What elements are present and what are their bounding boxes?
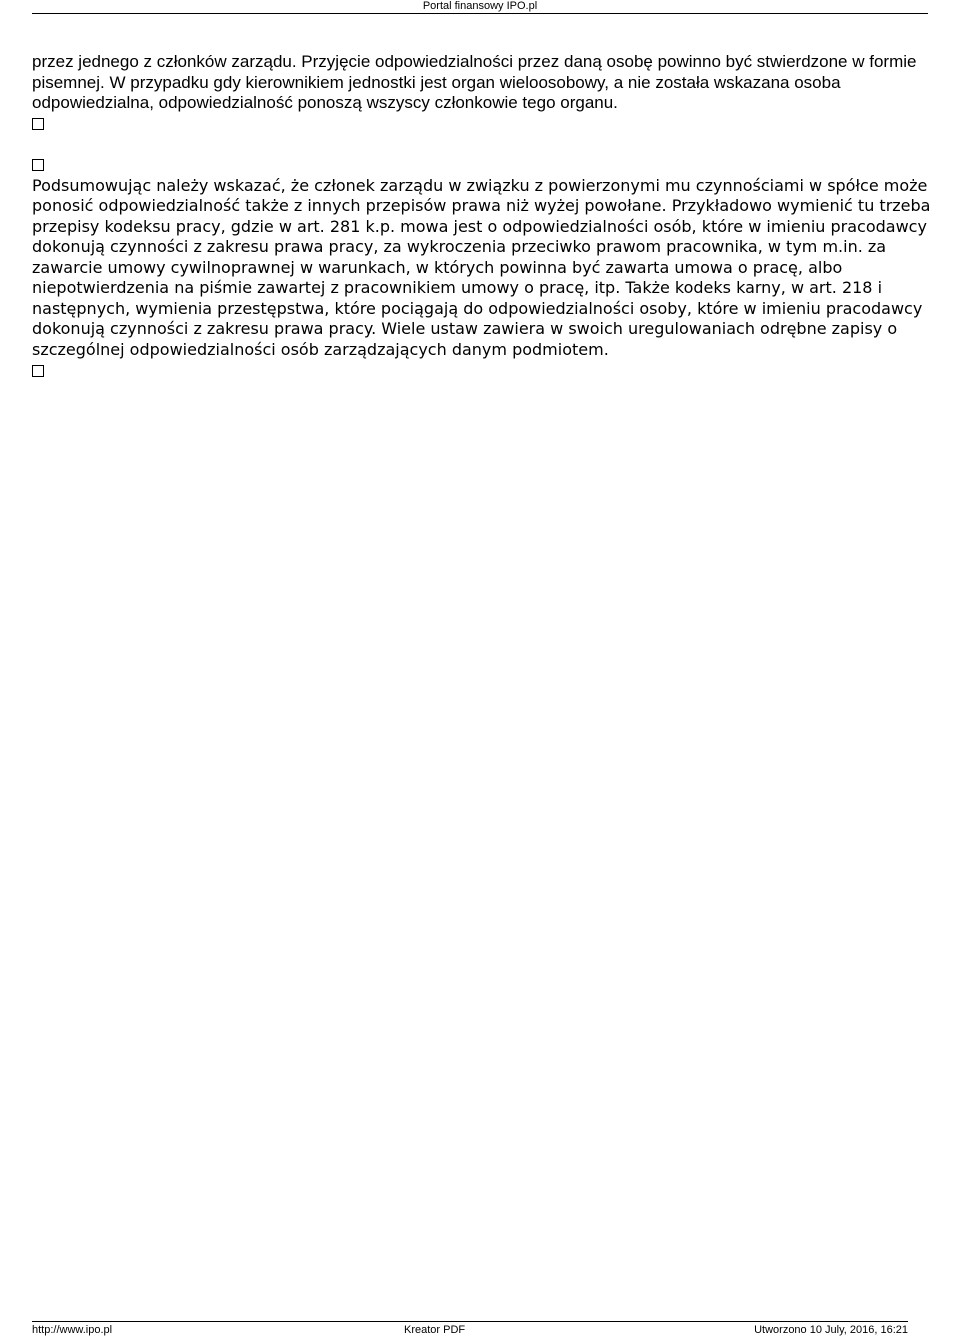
footer-generator: Kreator PDF [404,1324,466,1336]
paragraph-gap [32,135,932,155]
header-divider [32,13,928,14]
footer-divider [32,1321,908,1322]
empty-box-icon [32,118,44,130]
document-body [32,52,932,381]
bullet-box-3 [32,360,932,381]
paragraph-1: przez jednego z członków zarządu. Przyjęcie odpowiedzialności przez daną osobę powinno być stwierdzone w formie pisemnej. W przypadku gdy kierownikiem jednostki jest organ wieloosobowy, a nie została wskazana osoba odpowiedzialna, odpowiedzialność ponoszą wszyscy członkowie tego organu. [32,52,917,112]
bullet-box-2 [32,155,932,176]
paragraph-2: Podsumowując należy wskazać, że członek zarządu w związku z powierzonymi mu czynnościami w spółce może ponosić odpowiedzialność także z innych przepisów prawa niż wyżej powołane. Przykładowo wymienić tu trzeba przepisy kodeksu pracy, gdzie w art. 281 k.p. mowa jest o odpowiedzialności osób, które w imieniu pracodawcy dokonują czynności z zakresu prawa pracy, za wykroczenia przeciwko prawom pracownika, w tym m.in. za zawarcie umowy cywilnoprawnej w warunkach, w których powinna być zawarta umowa o pracę, albo niepotwierdzenia na piśmie zawartej z pracownikiem umowy o pracę, itp. Także kodeks karny, w art. 218 i następnych, wymienia przestępstwa, które pociągają do odpowiedzialności osoby, które w imieniu pracodawcy dokonują czynności z zakresu prawa pracy. Wiele ustaw zawiera w swoich uregulowaniach odrębne zapisy o szczególnej odpowiedzialności osób zarządzających danym podmiotem. [32,175,931,359]
footer-url: http://www.ipo.pl [32,1324,113,1336]
page-header [0,0,960,14]
empty-box-icon [32,159,44,171]
empty-box-icon [32,365,44,377]
header-title: Portal finansowy IPO.pl [422,0,538,12]
bullet-box-1 [32,114,932,135]
footer-created: Utworzono 10 July, 2016, 16:21 [754,1324,908,1336]
